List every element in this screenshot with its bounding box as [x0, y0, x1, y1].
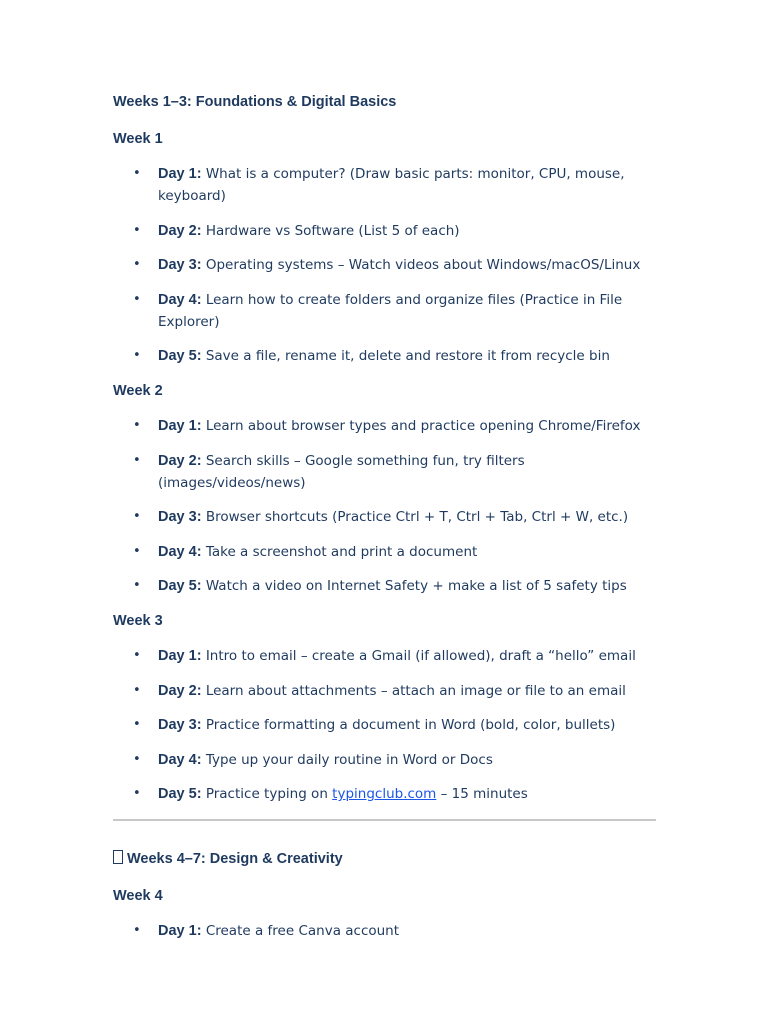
- bullet: •: [133, 418, 141, 433]
- day-text: Practice formatting a document in Word (bold, color, bullets): [201, 717, 616, 733]
- list-item: [113, 220, 658, 242]
- day-text: Save a file, rename it, delete and restore it from recycle bin: [201, 348, 610, 364]
- list-item: [113, 254, 658, 276]
- bullet: •: [133, 717, 141, 732]
- document-content: [113, 92, 658, 956]
- day-text: Search skills – Google something fun, try filters (images/videos/news): [158, 452, 525, 491]
- day-label: Day 1:: [158, 923, 202, 939]
- list-item: [113, 749, 658, 771]
- day-label: Day 5:: [158, 578, 202, 594]
- bullet: •: [133, 578, 141, 593]
- list-item: [113, 645, 658, 667]
- day-label: Day 1:: [158, 648, 202, 664]
- list-item: [113, 714, 658, 736]
- week-title-2: Week 2: [113, 383, 163, 399]
- week-4-day-list: [113, 920, 658, 942]
- day-text: Hardware vs Software (List 5 of each): [201, 222, 460, 239]
- section-divider: [113, 819, 656, 821]
- week-title-4: Week 4: [113, 888, 163, 904]
- bullet: •: [133, 509, 141, 524]
- day-label: Day 3:: [158, 509, 202, 525]
- bullet: •: [133, 452, 141, 468]
- bullet: •: [133, 291, 141, 307]
- day-text: Type up your daily routine in Word or Docs: [201, 751, 493, 768]
- week-3-day-list: [113, 645, 658, 805]
- day-text: Practice typing on: [201, 786, 333, 802]
- week-1-day-list: [113, 163, 658, 367]
- section-title-weeks-4-7: [113, 849, 658, 869]
- day-label: Day 4:: [158, 543, 202, 560]
- day-text: Intro to email – create a Gmail (if allowed), draft a “hello” email: [201, 648, 636, 664]
- day-label: Day 2:: [158, 222, 202, 239]
- bullet: •: [133, 923, 141, 938]
- day-text: Browser shortcuts (Practice Ctrl + T, Ctrl + Tab, Ctrl + W, etc.): [201, 509, 629, 525]
- list-item: [113, 289, 658, 333]
- day-label: Day 2:: [158, 682, 202, 699]
- day-text: Create a free Canva account: [201, 923, 400, 939]
- day-text: Operating systems – Watch videos about Windows/macOS/Linux: [201, 257, 641, 273]
- bullet: •: [133, 786, 141, 801]
- bullet: •: [133, 222, 141, 238]
- day-text: What is a computer? (Draw basic parts: monitor, CPU, mouse, keyboard): [158, 166, 625, 204]
- list-item: [113, 575, 658, 597]
- day-label: Day 4:: [158, 291, 202, 308]
- day-label: Day 2:: [158, 452, 202, 469]
- missing-glyph-icon: [113, 850, 123, 864]
- list-item: [113, 680, 658, 702]
- list-item: [113, 345, 658, 367]
- day-label: Day 5:: [158, 348, 202, 364]
- week-title-1: Week 1: [113, 131, 163, 147]
- day-label: Day 3:: [158, 257, 202, 273]
- bullet: •: [133, 682, 141, 698]
- bullet: •: [133, 348, 141, 363]
- day-label: Day 4:: [158, 751, 202, 768]
- day-text: Take a screenshot and print a document: [201, 543, 478, 560]
- bullet: •: [133, 751, 141, 767]
- day-text: Learn about attachments – attach an image or file to an email: [201, 682, 626, 699]
- day-label: Day 1:: [158, 418, 202, 434]
- day-label: Day 3:: [158, 717, 202, 733]
- list-item: [113, 163, 658, 207]
- bullet: •: [133, 257, 141, 272]
- day-label: Day 1:: [158, 166, 202, 182]
- day-text: – 15 minutes: [436, 786, 528, 802]
- section-title-text: Weeks 4–7: Design & Creativity: [127, 851, 343, 867]
- section-title-weeks-1-3: Weeks 1–3: Foundations & Digital Basics: [113, 94, 397, 110]
- bullet: •: [133, 166, 141, 181]
- bullet: •: [133, 648, 141, 663]
- day-text: Learn about browser types and practice opening Chrome/Firefox: [201, 418, 641, 434]
- list-item: [113, 415, 658, 437]
- week-2-day-list: [113, 415, 658, 597]
- list-item: [113, 920, 658, 942]
- list-item: [113, 450, 658, 494]
- typingclub-link[interactable]: typingclub.com: [332, 786, 437, 802]
- bullet: •: [133, 543, 141, 559]
- day-text: Learn how to create folders and organize files (Practice in File Explorer): [158, 291, 623, 330]
- week-title-3: Week 3: [113, 613, 163, 629]
- day-text: Watch a video on Internet Safety + make a list of 5 safety tips: [201, 578, 627, 594]
- list-item: [113, 541, 658, 563]
- list-item: [113, 506, 658, 528]
- list-item: [113, 783, 658, 805]
- day-label: Day 5:: [158, 786, 202, 802]
